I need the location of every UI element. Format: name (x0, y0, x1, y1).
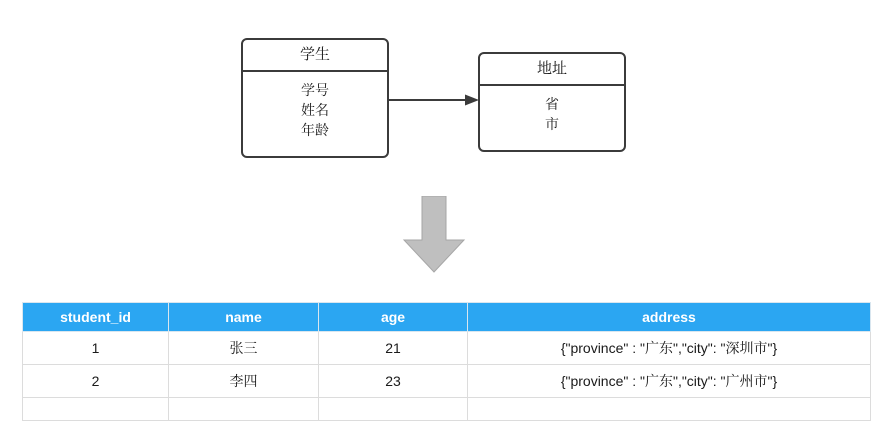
column-header-student-id: student_id (23, 303, 169, 332)
entity-student-attribute: 学号 (301, 82, 329, 98)
cell-age: 23 (319, 365, 468, 398)
table-row-empty (23, 398, 871, 421)
cell-empty (169, 398, 319, 421)
table-row (23, 332, 871, 365)
cell-name: 李四 (169, 365, 319, 398)
table-header-row (23, 303, 871, 332)
result-table (22, 302, 871, 421)
column-header-name: name (169, 303, 319, 332)
entity-address (478, 52, 626, 152)
cell-student-id: 2 (23, 365, 169, 398)
cell-student-id: 1 (23, 332, 169, 365)
entity-address-attribute: 省 (545, 96, 559, 112)
entity-student-attributes (243, 72, 387, 148)
entity-student-attribute: 年龄 (301, 122, 329, 138)
cell-address: {"province" : "广东","city": "深圳市"} (468, 332, 871, 365)
arrow-right-icon (389, 93, 479, 105)
entity-student-attribute: 姓名 (301, 102, 329, 118)
cell-age: 21 (319, 332, 468, 365)
arrow-down-icon (398, 196, 470, 274)
entity-address-attributes (480, 86, 624, 142)
cell-empty (23, 398, 169, 421)
entity-student (241, 38, 389, 158)
cell-address: {"province" : "广东","city": "广州市"} (468, 365, 871, 398)
cell-empty (468, 398, 871, 421)
table-row (23, 365, 871, 398)
entity-address-attribute: 市 (545, 116, 559, 132)
column-header-address: address (468, 303, 871, 332)
entity-student-title: 学生 (243, 40, 387, 72)
cell-empty (319, 398, 468, 421)
cell-name: 张三 (169, 332, 319, 365)
column-header-age: age (319, 303, 468, 332)
entity-address-title: 地址 (480, 54, 624, 86)
